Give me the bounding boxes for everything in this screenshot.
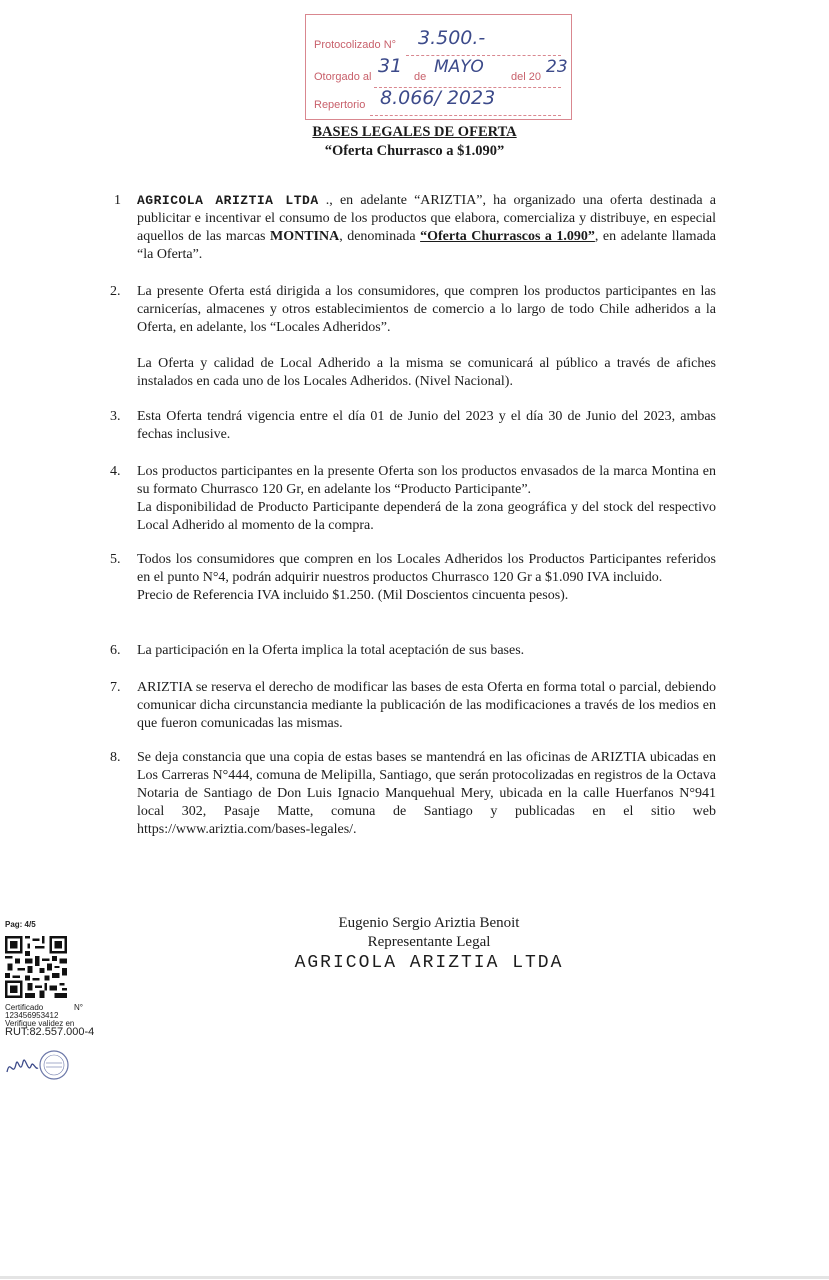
page-number: Pag: 4/5	[5, 920, 36, 929]
stamp-protocolizado-value: 3.500.-	[418, 27, 486, 49]
stamp-repertorio-value: 8.066/ 2023	[380, 87, 496, 109]
clause-number: 7.	[110, 680, 121, 695]
signatory-name: Eugenio Sergio Ariztia Benoit	[338, 915, 520, 931]
clause-body	[137, 642, 716, 660]
clause-body	[137, 192, 716, 264]
clause-number: 1	[114, 193, 121, 208]
clause-number: 6.	[110, 643, 121, 658]
document-subtitle: “Oferta Churrasco a $1.090”	[324, 143, 505, 159]
clause-body	[137, 408, 716, 444]
clause-body	[137, 551, 716, 605]
clause-text: , en adelante llamada “la Oferta”.	[137, 229, 716, 262]
clause-body	[137, 283, 716, 391]
stamp-repertorio-label: Repertorio	[314, 99, 366, 111]
rut-number: RUT:82.557.000-4	[5, 1026, 95, 1038]
cert-no-label: N°	[74, 1003, 83, 1012]
clause-number: 8.	[110, 750, 121, 765]
page-bottom-edge	[0, 1276, 829, 1279]
clause-text: , denominada	[339, 229, 421, 244]
clause-body	[137, 749, 716, 839]
clause-paragraph: Precio de Referencia IVA incluido $1.250. (Mil Doscientos cincuenta pesos).	[137, 588, 569, 603]
verify-text: Verifique validez en	[5, 1019, 75, 1028]
clause-paragraph: La participación en la Oferta implica la total aceptación de sus bases.	[137, 643, 525, 658]
stamp-otorgado-day: 31	[378, 55, 403, 77]
offer-name: “Oferta Churrascos a 1.090”	[420, 229, 595, 244]
stamp-otorgado-label: Otorgado al	[314, 71, 372, 83]
stamp-line	[370, 115, 561, 116]
clause-paragraph: La disponibilidad de Producto Participante dependerá de la zona geográfica y del stock del respectivo Local Adherido al momento de la compra.	[137, 500, 716, 533]
clause-body	[137, 463, 716, 535]
clause-number: 2.	[110, 284, 121, 299]
clause-paragraph: Esta Oferta tendrá vigencia entre el día 01 de Junio del 2023 y el día 30 de Junio del 2023, ambas fechas inclusive.	[137, 409, 716, 442]
clause-number: 4.	[110, 464, 121, 479]
stamp-del-label: del 20	[511, 71, 541, 83]
notary-seal-signature-icon	[4, 1048, 70, 1082]
clause-number: 3.	[110, 409, 121, 424]
clause-number: 5.	[110, 552, 121, 567]
brand-name: MONTINA	[269, 229, 340, 244]
clause-paragraph: Todos los consumidores que compren en los Locales Adheridos los Productos Participantes referidos en el punto N°4, podrán adquirir nuestros productos Churrasco 120 Gr a $1.090 IVA incluido.	[137, 552, 716, 585]
clause-body	[137, 679, 716, 733]
stamp-line	[406, 55, 561, 56]
stamp-otorgado-year: 23	[546, 57, 568, 77]
clause-paragraph: Los productos participantes en la presente Oferta son los productos envasados de la marca Montina en su formato Churrasco 120 Gr, en adelante los “Producto Participante”.	[137, 464, 716, 497]
stamp-row-protocolizado	[306, 29, 571, 55]
clause-paragraph: Se deja constancia que una copia de estas bases se mantendrá en las oficinas de ARIZTIA ubicadas en Los Carreras N°444, comuna de Melipilla, Santiago, que serán protocolizadas en registros de la Octava Notaria de Santiago de Don Luis Ignacio Manquehual Mery, ubicada en la calle Huerfanos N°941 local 302, Pasaje Matte, comuna de Santiago y publicadas en el sitio web https://www.ariztia.com/bases-legales/.	[137, 750, 716, 837]
stamp-de-label: de	[414, 71, 427, 83]
company-name: AGRICOLA ARIZTIA LTDA	[137, 193, 319, 208]
stamp-row-otorgado	[306, 55, 571, 87]
notary-stamp	[305, 14, 572, 120]
clause-paragraph: La presente Oferta está dirigida a los consumidores, que compren los productos participantes en las carnicerías, almacenes y otros establecimientos de comercio a lo largo de todo Chile adheridos a la Oferta, en adelante, los “Locales Adheridos”.	[137, 284, 716, 335]
stamp-protocolizado-label: Protocolizado N°	[314, 39, 397, 51]
signatory-role: Representante Legal	[367, 934, 491, 950]
clause-paragraph: La Oferta y calidad de Local Adherido a la misma se comunicará al público a través de afiches instalados en cada uno de los Locales Adheridos. (Nivel Nacional).	[137, 356, 716, 389]
clause-paragraph: ARIZTIA se reserva el derecho de modificar las bases de esta Oferta en forma total o parcial, debiendo comunicar dicha circunstancia mediante la publicación de las modificaciones a través de los medios en que fueron comunicadas las mismas.	[137, 680, 716, 731]
qr-code-icon[interactable]	[5, 936, 67, 998]
cert-number: 123456953412	[5, 1011, 59, 1020]
document-title: BASES LEGALES DE OFERTA	[312, 124, 517, 140]
stamp-otorgado-month: MAYO	[434, 57, 484, 77]
stamp-row-repertorio	[306, 89, 571, 115]
clause-text: ., en adelante “ARIZTIA”, ha organizado una oferta destinada a publicitar e incentivar el consumo de los productos que elabora, comercializa y distribuye, en especial aquellos de las marcas	[137, 193, 717, 244]
signatory-company: AGRICOLA ARIZTIA LTDA	[294, 953, 564, 973]
cert-label: Certificado	[5, 1003, 44, 1012]
